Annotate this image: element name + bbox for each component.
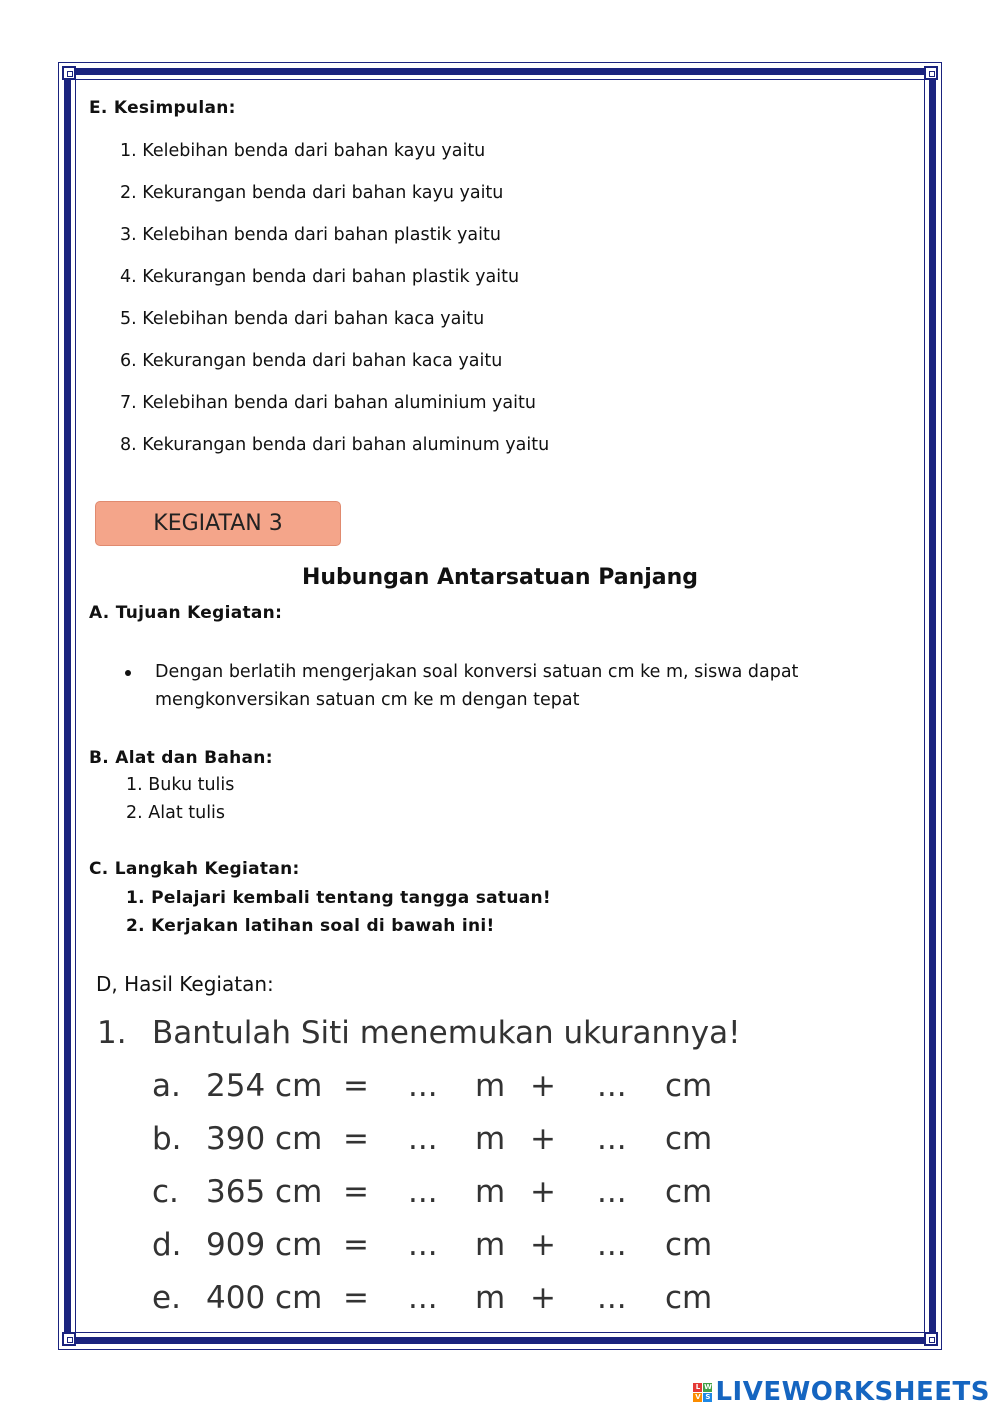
corner-ornament — [62, 66, 76, 80]
corner-ornament — [62, 1332, 76, 1346]
question-text: Bantulah Siti menemukan ukurannya! — [152, 1015, 741, 1051]
answer-blank-m[interactable]: ... — [408, 1068, 438, 1104]
section-b-heading: B. Alat dan Bahan: — [89, 748, 273, 768]
corner-ornament — [924, 66, 938, 80]
row-letter: c. — [152, 1174, 179, 1210]
material-item: 2. Alat tulis — [126, 803, 226, 823]
answer-blank-m[interactable]: ... — [408, 1121, 438, 1157]
row-value: 365 cm — [206, 1174, 323, 1210]
row-unit-cm: cm — [665, 1174, 713, 1210]
section-d-heading: D, Hasil Kegiatan: — [96, 972, 274, 996]
row-unit-cm: cm — [665, 1121, 713, 1157]
row-plus: + — [530, 1121, 556, 1157]
objective-line: mengkonversikan satuan cm ke m dengan tepat — [155, 690, 580, 710]
section-e-heading: E. Kesimpulan: — [89, 98, 236, 118]
liveworksheets-logo[interactable] — [693, 1377, 990, 1407]
question-number: 1. — [97, 1015, 127, 1051]
row-unit-cm: cm — [665, 1280, 713, 1316]
row-plus: + — [530, 1068, 556, 1104]
section-a-heading: A. Tujuan Kegiatan: — [89, 603, 283, 623]
row-value: 390 cm — [206, 1121, 323, 1157]
answer-blank-cm[interactable]: ... — [597, 1280, 627, 1316]
objective-line: Dengan berlatih mengerjakan soal konversi satuan cm ke m, siswa dapat — [155, 662, 799, 682]
logo-cell: S — [705, 1392, 711, 1401]
answer-blank-cm[interactable]: ... — [597, 1068, 627, 1104]
logo-cell: V — [695, 1392, 701, 1401]
logo-cell: L — [693, 1383, 702, 1392]
answer-blank-cm[interactable]: ... — [597, 1227, 627, 1263]
row-equals: = — [343, 1280, 369, 1316]
row-letter: e. — [152, 1280, 181, 1316]
row-equals: = — [343, 1227, 369, 1263]
row-plus: + — [530, 1227, 556, 1263]
step-item: 1. Pelajari kembali tentang tangga satuan! — [126, 888, 551, 908]
row-unit-m: m — [475, 1227, 506, 1263]
row-letter: b. — [152, 1121, 182, 1157]
material-item: 1. Buku tulis — [126, 775, 235, 795]
activity-title: Hubungan Antarsatuan Panjang — [301, 565, 699, 590]
answer-blank-cm[interactable]: ... — [597, 1121, 627, 1157]
row-unit-m: m — [475, 1121, 506, 1157]
conclusion-item: 2. Kekurangan benda dari bahan kayu yaitu — [120, 183, 504, 203]
corner-ornament — [924, 1332, 938, 1346]
bullet-dot — [125, 670, 131, 676]
conclusion-item: 8. Kekurangan benda dari bahan aluminum yaitu — [120, 435, 550, 455]
row-equals: = — [343, 1174, 369, 1210]
row-equals: = — [343, 1068, 369, 1104]
row-unit-cm: cm — [665, 1227, 713, 1263]
row-unit-cm: cm — [665, 1068, 713, 1104]
row-unit-m: m — [475, 1280, 506, 1316]
logo-cell: W — [704, 1382, 712, 1391]
answer-blank-m[interactable]: ... — [408, 1174, 438, 1210]
section-c-heading: C. Langkah Kegiatan: — [89, 859, 300, 879]
logo-icon — [693, 1383, 712, 1402]
answer-blank-cm[interactable]: ... — [597, 1174, 627, 1210]
row-value: 400 cm — [206, 1280, 323, 1316]
conclusion-item: 1. Kelebihan benda dari bahan kayu yaitu — [120, 141, 486, 161]
row-unit-m: m — [475, 1068, 506, 1104]
conclusion-item: 6. Kekurangan benda dari bahan kaca yaitu — [120, 351, 503, 371]
row-unit-m: m — [475, 1174, 506, 1210]
row-letter: a. — [152, 1068, 181, 1104]
row-value: 909 cm — [206, 1227, 323, 1263]
row-letter: d. — [152, 1227, 182, 1263]
logo-text: LIVEWORKSHEETS — [715, 1377, 990, 1407]
answer-blank-m[interactable]: ... — [408, 1227, 438, 1263]
row-plus: + — [530, 1280, 556, 1316]
conclusion-item: 3. Kelebihan benda dari bahan plastik yaitu — [120, 225, 501, 245]
row-plus: + — [530, 1174, 556, 1210]
row-equals: = — [343, 1121, 369, 1157]
row-value: 254 cm — [206, 1068, 323, 1104]
step-item: 2. Kerjakan latihan soal di bawah ini! — [126, 916, 495, 936]
conclusion-item: 4. Kekurangan benda dari bahan plastik yaitu — [120, 267, 520, 287]
conclusion-item: 7. Kelebihan benda dari bahan aluminium yaitu — [120, 393, 536, 413]
answer-blank-m[interactable]: ... — [408, 1280, 438, 1316]
conclusion-item: 5. Kelebihan benda dari bahan kaca yaitu — [120, 309, 485, 329]
kegiatan-label: KEGIATAN 3 — [95, 501, 341, 546]
